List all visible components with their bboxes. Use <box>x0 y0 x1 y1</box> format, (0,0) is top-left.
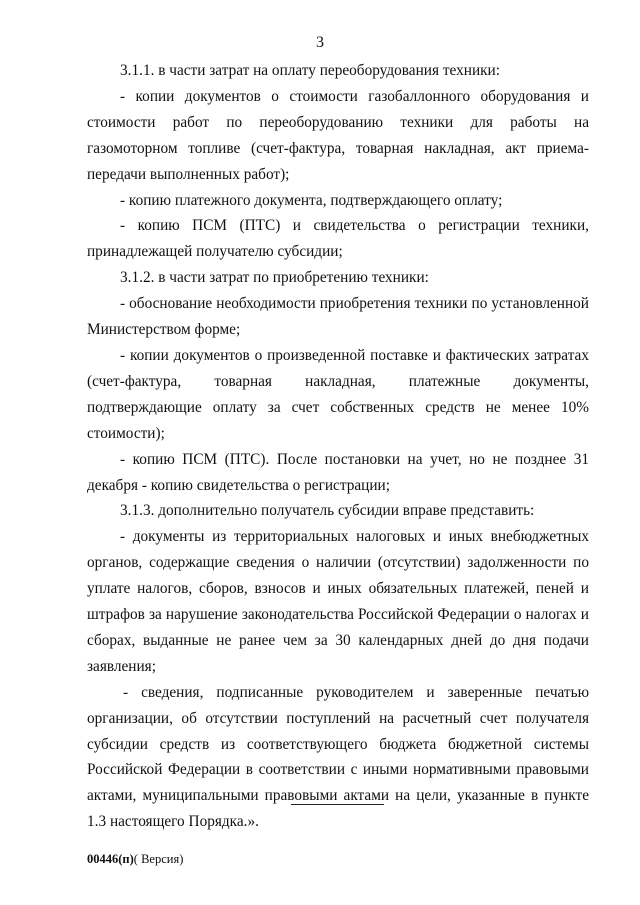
list-item-psm-after-registration: - копию ПСМ (ПТС). После постановки на учет, но не позднее 31 декабря - копию свидетельства о регистрации; <box>87 450 589 494</box>
end-divider-line <box>291 804 384 805</box>
paragraph-3-1-2-heading: 3.1.2. в части затрат по приобретению техники: <box>120 269 429 287</box>
list-item-gas-equipment-docs: - копии документов о стоимости газобаллонного оборудования и стоимости работ по переоборудованию техники для работы на газомоторном топливе (счет-фактура, товарная накладная, акт приема-передачи выполненных работ); <box>87 87 589 183</box>
paragraph-3-1-1-heading: 3.1.1. в части затрат на оплату переоборудования техники: <box>120 62 500 79</box>
list-item-tax-documents: - документы из территориальных налоговых и иных внебюджетных органов, содержащие сведения о наличии (отсутствии) задолженности по уплате налогов, сборов, взносов и иных обязательных платежей, пеней и штрафов за нарушение законодательства Российской Федерации о налогах и сборах, выданные не ранее чем за 30 календарных дней до дня подачи заявления; <box>87 528 589 675</box>
footer <box>87 851 183 867</box>
document-body <box>87 58 589 835</box>
list-item-delivery-docs: - копии документов о произведенной поставке и фактических затратах (счет-фактура, товарная накладная, платежные документы, подтверждающие оплату за счет собственных средств не менее 10% стоимости); <box>87 346 589 442</box>
list-item-justification: - обоснование необходимости приобретения техники по установленной Министерством форме; <box>87 295 589 339</box>
list-item-payment-doc: - копию платежного документа, подтверждающего оплату; <box>120 191 503 209</box>
page-number: 3 <box>316 34 324 51</box>
paragraph-3-1-3-heading: 3.1.3. дополнительно получатель субсидии вправе представить: <box>120 502 535 520</box>
list-item-psm-registration: - копию ПСМ (ПТС) и свидетельства о регистрации техники, принадлежащей получателю субсидии; <box>87 217 589 261</box>
list-item-budget-statement: - сведения, подписанные руководителем и заверенные печатью организации, об отсутствии поступлений на расчетный счет получателя субсидии средств из соответствующего бюджета бюджетной системы Российской Федерации в соответствии с иными нормативными правовыми актами, муниципальными правовыми актами на цели, указанные в пункте 1.3 настоящего Порядка.». <box>87 683 589 831</box>
document-code: 00446(п) <box>87 852 134 866</box>
document-version: ( Версия) <box>133 852 184 866</box>
